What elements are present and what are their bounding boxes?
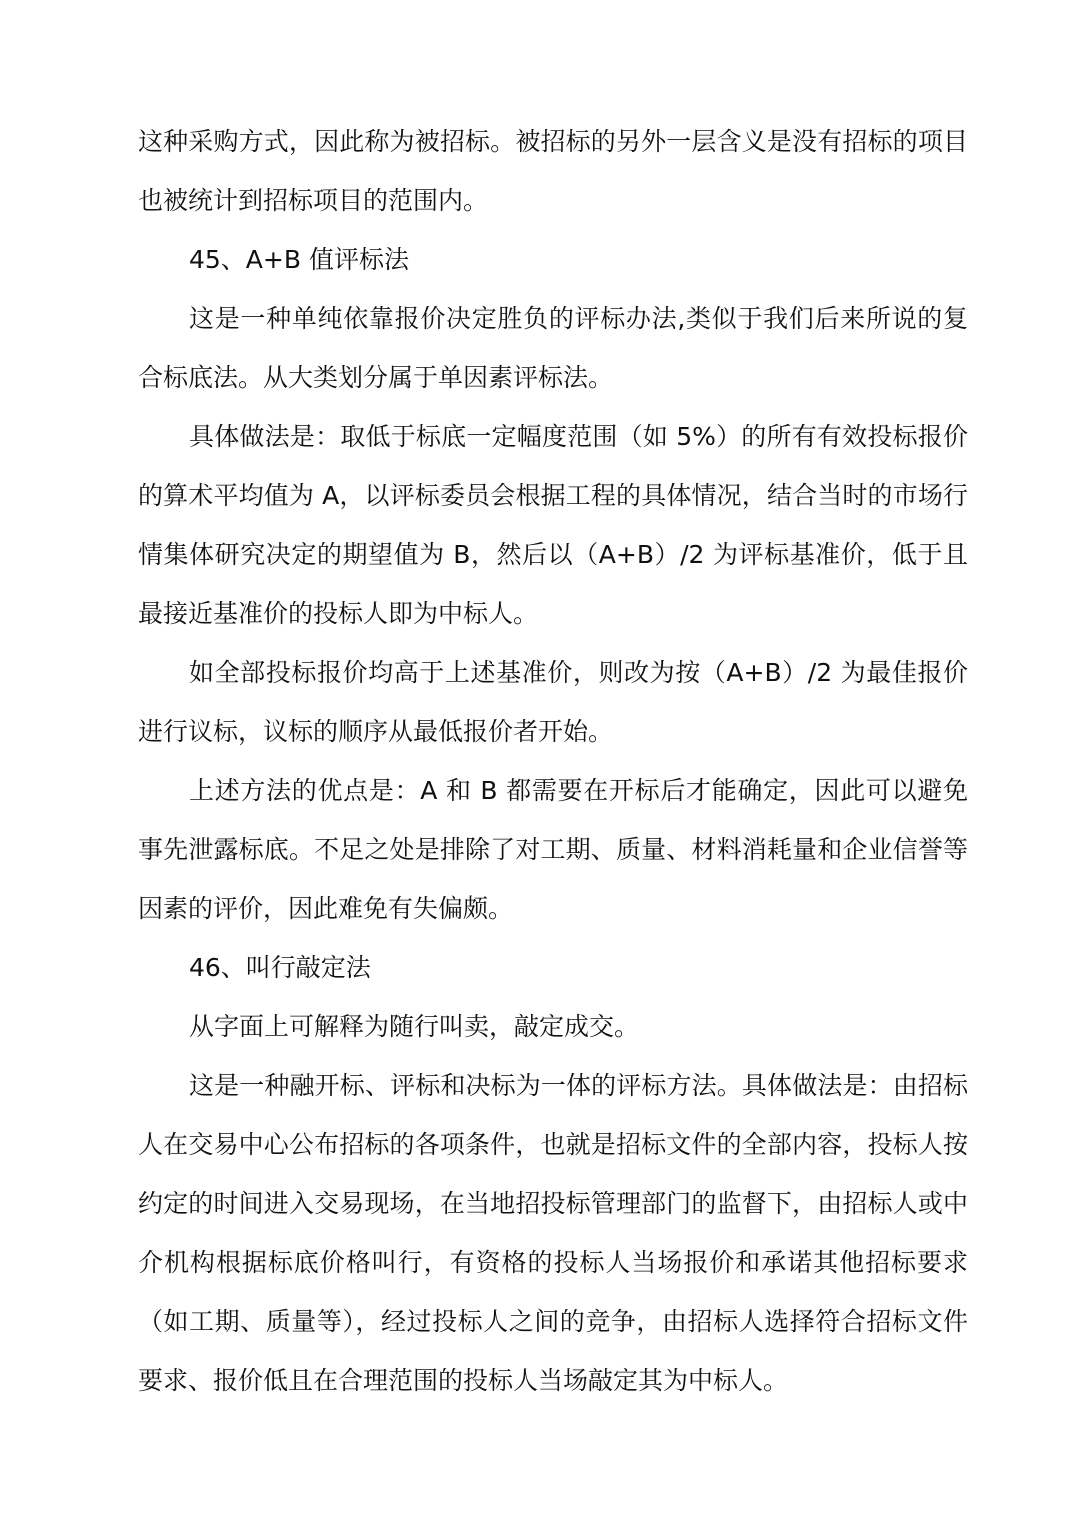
section-heading-45: 45、A+B 值评标法 — [189, 245, 409, 274]
document-page — [138, 112, 968, 1410]
section-heading-46: 46、叫行敲定法 — [189, 953, 371, 982]
paragraph-ab-method: 具体做法是：取低于标底一定幅度范围（如 5%）的所有有效投标报价的算术平均值为 A，以评标委员会根据工程的具体情况，结合当时的市场行情集体研究决定的期望值为 B，然后以（A+B）/2 为评标基准价，低于且最接近基准价的投标人即为中标人。 — [138, 422, 968, 628]
paragraph-ab-pros-cons: 上述方法的优点是：A 和 B 都需要在开标后才能确定，因此可以避免事先泄露标底。不足之处是排除了对工期、质量、材料消耗量和企业信誉等因素的评价，因此难免有失偏颇。 — [138, 776, 968, 923]
paragraph-ab-intro: 这是一种单纯依靠报价决定胜负的评标办法,类似于我们后来所说的复合标底法。从大类划分属于单因素评标法。 — [138, 304, 968, 392]
paragraph-procurement-definition: 这种采购方式，因此称为被招标。被招标的另外一层含义是没有招标的项目也被统计到招标项目的范围内。 — [138, 127, 968, 215]
paragraph-bidding-meaning: 从字面上可解释为随行叫卖，敲定成交。 — [189, 1012, 640, 1041]
paragraph-ab-fallback: 如全部投标报价均高于上述基准价，则改为按（A+B）/2 为最佳报价进行议标，议标的顺序从最低报价者开始。 — [138, 658, 968, 746]
paragraph-bidding-method: 这是一种融开标、评标和决标为一体的评标方法。具体做法是：由招标人在交易中心公布招标的各项条件，也就是招标文件的全部内容，投标人按约定的时间进入交易现场，在当地招投标管理部门的监督下，由招标人或中介机构根据标底价格叫行，有资格的投标人当场报价和承诺其他招标要求（如工期、质量等），经过投标人之间的竞争，由招标人选择符合招标文件要求、报价低且在合理范围的投标人当场敲定其为中标人。 — [138, 1071, 968, 1395]
